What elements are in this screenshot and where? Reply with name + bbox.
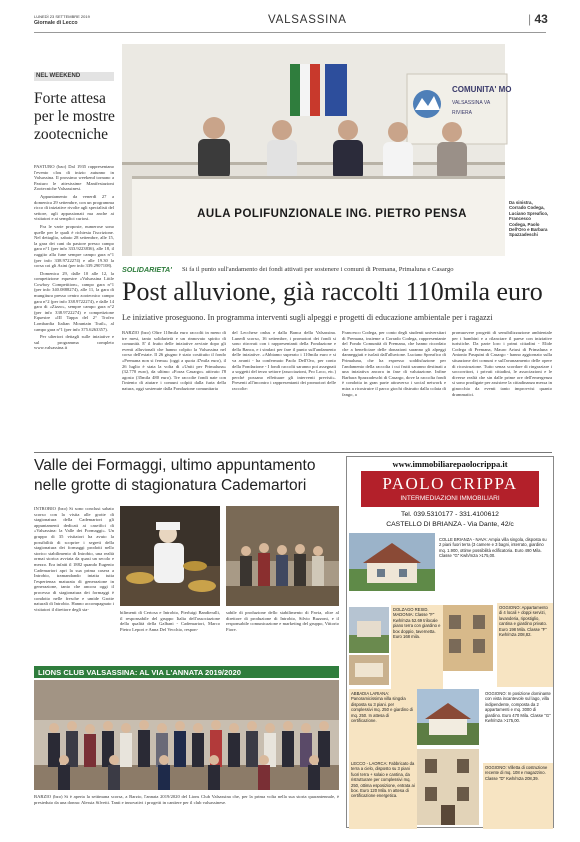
house-image-1 [349,533,435,591]
cheese-photo [120,506,220,606]
main-col-3: Francesco Codega, per conto degli studenti universitari di Premana, insieme a Corrado Codega, rappresentante del Fondo Comunità di Premana, che hanno ricordato che a beneficiare delle donazioni saranno gli alpeggi danneggiati e isolati dall'alluvione. Luciano Spreafico di Primaluna, che ha espresso soddisfazione per l'andamento della raccolta i cui frutti saranno destinati a una iniziativa ancora in fase di valutazione. Infine Barbara Spazzadeschi di Casargo, dove la raccolta fondi è condotta in gran parte attraverso i social network e mira a ricostruire il parco giochi distrutto dalla colata di fango, a [342,330,446,397]
listing-7: OGGIONO: Villetta di costruzione recente di mq. 108 e magazzino. Classe "D" Kwh/m2a 208,39. [483,763,553,829]
issue-date: LUNEDÌ 23 SETTEMBRE 2019 [34,14,90,19]
left-article-title: Forte attesa per le mostre zootecniche [34,90,115,143]
listing-2: DOLZAGO RESID. MADONIA: Classe "F" Kwh/m2a 52.69 trilocale piano terra con giardino e box doppio, tavernetta. Euro 168 mila. [391,605,443,689]
listing-1: COLLE BRIANZA - NAVA: Ampia villa singola, disposta su 2 piani fuori terra (3 camere e 3 bagni, interrato, giardino mq. 1.900, ottime possibilità edificatoria. Euro 490 Mila. Classe "G" Kwh/m2a >175,00. [439,537,549,601]
solidarieta-label: SOLIDARIETA' [122,265,172,274]
lions-caption: BARZIO (bzo) Si è aperta la settimana scorsa, a Barzio, l'annata 2019/2020 del Lions Club Valsassina che, per la prima volta nella sua storia quarantennale, è presieduto da una donna: Alessia Silvetti. Tanti e innovativi i progetti in cantiere per il club valsassinese. [34,794,339,805]
listing-photo-6 [417,749,479,825]
listing-photo-1 [349,533,435,591]
listing-3: OGGIONO: Appartamento di 4 locali + doppi servizi, lavanderia, ripostiglio, cantina e giardino privato. Euro 198 Mila. Classe "F" Kwh/m2a 208,82. [497,603,553,687]
house-image-2 [443,605,493,671]
main-summary: Le iniziative proseguono. In programma interventi sugli alpeggi e progetti di educazione ambientale per i ragazzi [122,313,493,322]
ad-website[interactable]: www.immobiliarepaolocrippa.it [392,459,508,469]
photo-caption: Da sinistra, Corrado Codega, Luciano Spreafico, Francesco Codega, Paolo Dell'Oro e Barbara Spazzadeschi [509,200,549,238]
cheese-group-image [226,506,339,606]
mid-rule [34,452,552,453]
cheese-photo-2 [226,506,339,606]
left-article-p1: PASTURO (bzo) Dal 1935 rappresentano l'evento clou di inizio autunno in Valsassina. Il prossimo weekend tornano a Pasturo le attesissime Manifestazioni Zootecniche Valsassinesi. [34,164,114,192]
house-image-4 [349,655,389,685]
formaggi-title: Valle dei Formaggi, ultimo appuntamento nelle grotte di stagionatura Cademartori [34,457,316,494]
house-image-5 [417,689,479,745]
listing-photo-3 [349,607,389,653]
listing-photo-4 [349,655,389,685]
lions-title: LIONS CLUB VALSASSINA: AL VIA L'ANNATA 2019/2020 [38,668,241,677]
formaggi-col-1: INTROBIO (bzo) Si sono conclusi sabato scorso con la visita alle grotte di stagionatura della Cademartori gli appuntamenti dedicati ai caseifici di «Valsassina: la Valle dei Formaggi». Un gruppo di 35 visitatori ha avuto la possibilità di scoprire i segreti della stagionatura dei formaggi prodotti nello storico stabilimento di Introbio, una realtà ormai storica avviata da quasi un secolo e mezzo. Era infatti il 1882 quando Eugenio Cademartori apri la sua prima casera a Introbio, tramandando intatta tutta l'esperienza maturata di generazione in generazione, tanto che ancora oggi il processo di stagionatura dei formaggi è condotto nelle fresche e umide Grotte naturali di Introbio. Hanno accompagnato i visitatori il direttore degli sta- [34,506,114,612]
paper-name: Giornale di Lecco [34,20,78,26]
solidarieta-kicker [122,265,172,274]
svg-text:VALSASSINA VA: VALSASSINA VA [452,100,491,106]
ad-subtitle: INTERMEDIAZIONI IMMOBILIARI [400,495,500,502]
ad-logo-box [361,471,539,507]
left-article-body [34,164,114,446]
lions-photo [34,680,339,790]
main-headline: Post alluvione, già raccolti 110mila euro [122,277,543,306]
house-image-6 [417,749,479,825]
solidarieta-subhead: Si fa il punto sull'andamento dei fondi attivati per sostenere i comuni di Premana, Primaluna e Casargo [182,266,454,273]
listing-5: OGGIONO: In posizione dominante con vista incantevole sul lago, villa indipendente, composta da 2 appartamenti e mq. 3000 di giardino. Euro 470 Mila. Classe "G" Kwh/m2a >175,00. [483,689,553,763]
section-title: VALSASSINA [268,14,347,26]
main-col-4: promuovere progetti di sensibilizzazione ambientale per i bambini e a rilanciare il paese con iniziative turistiche. Da parte loro i primi cittadini - Elide Codega di Premana, Mauro Artusi di Primaluna e Antonio Pasquini di Casargo - hanno aggiornato sulla situazione dei comuni e sull'avanzamento delle opere di ricostruzione. Tutto senza scordare di ringraziare i soccorritori, i privati cittadini, le associazioni e le diverse realtà che sin dalle prime ore dell'emergenza si sono prodigate per assistere la cittadinanza messa in ginocchio da eventi tanto improvvisi quanto drammatici. [452,330,553,397]
ad-name: PAOLO CRIPPA [382,474,518,493]
header-rule [34,32,546,33]
meeting-scene-image [122,44,512,256]
left-article-p4: Domenica 29, dalle 10 alle 12, la competizione equestre «Valsassina Little Cowboy Competition», campo gara n°1 (per info 340.0888274), alle 11, la gara di mungitura presso centro zootecnico campo gara n°2 (per info 338.9722274), e dalle 14 gara di «Zizzo», sempre campo gara n°2 (per info 338.9722274) e competizione Equestre «III Tappa del 2° Trofeo Lombardia Italian Mountain Trail», al campo gara n°1 (per info 375.6263357). [34,270,114,332]
listing-photo-5 [417,689,479,745]
listing-6: LECCO - LAORCA: Fabbricato da terra a cielo, disposto su 3 piani fuori terra + solaio e cantina, da ristrutturare per complessivi mq. 250, ottima esposizione, entrata ai box. Euro 120 Mila. In attesa di certificazione energetica. [349,759,417,829]
main-col-2: del Lecchese onlus e dalla Banca della Valsassina. Lunedì scorso, 16 settembre, i promotori dei fondi si sono ritrovati con i rappresentanti della Fondazione e della Banca, e i sindaci per fare il punto sull'andamento delle iniziative. «Abbiamo superato i 110mila euro e si va avanti - ha confermato Paolo Dell'Oro, per conto della Fondazione - I fondi raccolti saranno poi assegnati a soggetti del terzo settore (associazioni, Pro Loco, etc.) perché possano effettuare gli interventi previsti». Presenti all'incontro i rappresentanti dei promotori delle raccolte: [232,330,336,391]
lions-header [34,666,339,678]
real-estate-ad [346,456,554,828]
kicker-nel-weekend: NEL WEEKEND [34,72,114,81]
formaggi-col-3: sabile di produzione dello stabilimento di Pavia, oltre al direttore di produzione di Introbio, Silvio Buzzoni, e il responsabile comunicazione e marketing del gruppo, Vittorio Fiore. [226,610,339,632]
ad-address: CASTELLO DI BRIANZA - Via Dante, 42/c [386,521,514,528]
listing-4: ABBADIA LARIANA: Panoramicissima villa singola disposta su 3 piani. per complessivi mq. 250 e giardino di mq. 250. In attesa di certificazione. [349,689,417,759]
svg-text:COMUNITA' MO: COMUNITA' MO [452,85,512,94]
page-number: | 43 [528,12,548,26]
left-article-p5: Per ulteriori dettagli sulle iniziative e sul programma completo www.valsassina.it [34,334,114,351]
cheese-grotto-image [120,506,220,606]
svg-text:RIVIERA: RIVIERA [452,110,473,116]
listing-photo-2 [443,605,493,671]
main-photo [122,44,512,256]
aula-sign: AULA POLIFUNZIONALE ING. PIETRO PENSA [197,208,467,220]
formaggi-col-2: bilimenti di Certosa e Introbio, Pierluigi Bandieralli, il responsabile del gruppo Italia dell'associazione della qualità della Galbani - Cademartori, Marco Pietro Lepori e Anna Del Vecchio, respon- [120,610,220,632]
lions-group-image [34,680,339,790]
left-article-p3: Fra le varie proposte, numerose sono quelle per le quali è richiesta l'iscrizione. Nel dettaglio, sabato 28 settembre, alle 15, la gara dei cani da pastore presso campo gara n°1 (per info 333.9223836), alle 18, il ruggito alla fune sempre campo gara n°1 (per info 338.9722274) e alle 19.30 la corsa coi gli Asini (per info 339.2907108). [34,223,114,269]
house-image-3 [349,607,389,653]
main-col-1: BARZIO (bzo) Oltre 110mila euro raccolti in meno di tre mesi, tanto solidarietà e un rinnovato spirito di comunità. E' il frutto delle iniziative avviate dopo gli eventi alluvionali che hanno colpito la Valsassina nel corso dell'estate. Il 26 giugno è stato costituito il fondo «Premana non si ferma» (oggi a quota 47mila euro), il 26 luglio è stata la volta di «Uniti per Primaluna» (32.770 euro), da ultimo «Forza Casargo» attivato l'8 agosto (35mila 480 euro). Tre raccolte fondi nate con l'intento di aiutare i comuni colpiti dalla furia della natura, oggi sostenute dalla Fondazione comunitaria [122,330,226,391]
left-article-p2: Appuntamento da venerdì 27 a domenica 29 settembre, con un programma ricco di iniziative rivolte agli specialisti del settore, agli appassionati ma anche ai visitatori e ai semplici curiosi. [34,193,114,222]
ad-phone[interactable]: Tel. 039.5310177 - 331.4100612 [401,511,499,518]
